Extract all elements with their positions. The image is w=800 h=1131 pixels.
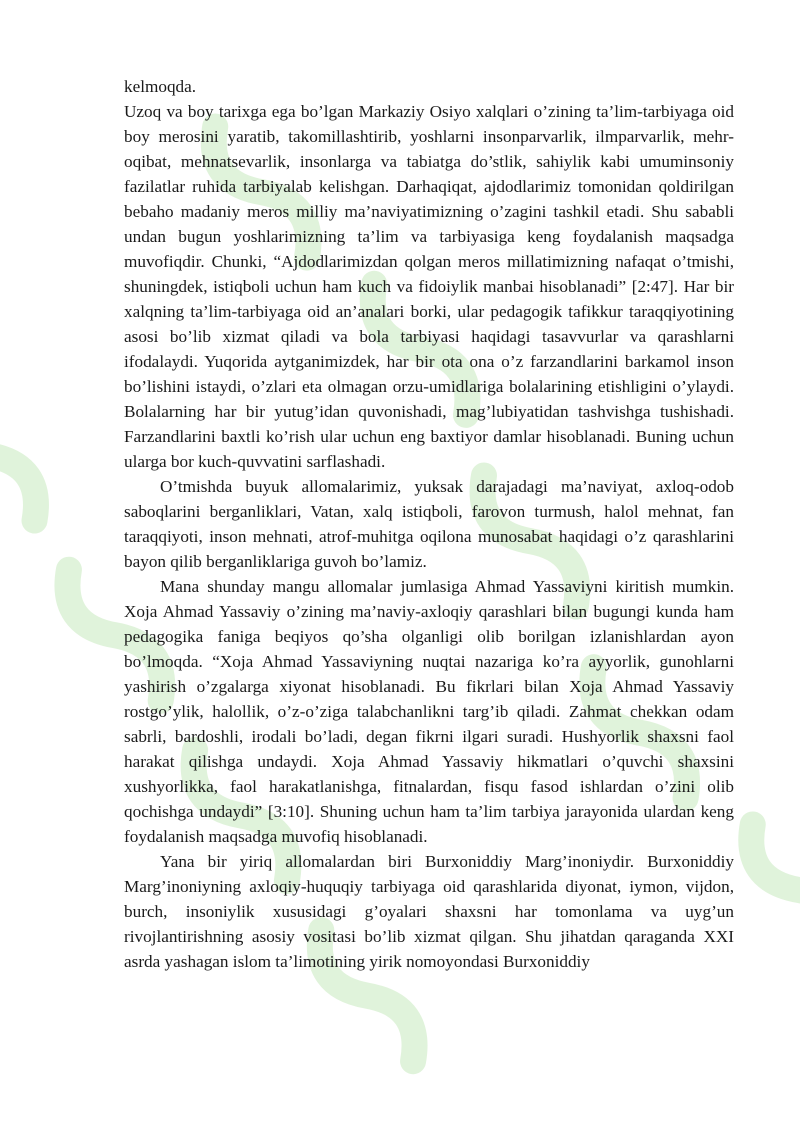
paragraph: Yana bir yiriq allomalardan biri Burxoniddiy Marg’inoniydir. Burxoniddiy Marg’inoniyning axloqiy-huquqiy tarbiyaga oid qarashlarida diyonat, iymon, vijdon, burch, insoniylik xususidagi g’oyalari shaxsni har tomonlama va uyg’un rivojlantirishning asosiy vositasi bo’lib xizmat qilgan. Shu jihatdan qaraganda XXI asrda yashagan islom ta’limotining yirik nomoyondasi Burxoniddiy — [124, 852, 734, 971]
paragraph: O’tmishda buyuk allomalarimiz, yuksak darajadagi ma’naviyat, axloq-odob saboqlarini berganliklari, Vatan, xalq istiqboli, farovon turmush, halol mehnat, fan taraqqiyoti, inson mehnati, atrof-muhitga oqilona munosabat haqidagi o’z qarashlarini bayon qilib berganliklariga guvoh bo’lamiz. — [124, 477, 734, 571]
paragraph: Uzoq va boy tarixga ega bo’lgan Markaziy Osiyo xalqlari o’zining ta’lim-tarbiyaga oid boy merosini yaratib, takomillashtirib, yoshlarni insonparvarlik, ilmparvarlik, mehr-oqibat, mehnatsevarlik, insonlarga va tabiatga do’stlik, sahiylik kabi umuminsoniy fazilatlar ruhida tarbiyalab kelishgan. Darhaqiqat, ajdodlarimiz tomonidan qoldirilgan bebaho madaniy meros milliy ma’naviyatimizning o’zagini tashkil etadi. Shu sababli undan bugun yoshlarimizning ta’lim va tarbiyasiga keng foydalanish maqsadga muvofiqdir. Chunki, “Ajdodlarimizdan qolgan meros millatimizning nafaqat o’tmishi, shuningdek, istiqboli uchun ham kuch va fidoiylik manbai hisoblanadi” [2:47]. Har bir xalqning ta’lim-tarbiyaga oid an’analari borki, ular pedagogik tafikkur taraqqiyotining asosi bo’lib xizmat qiladi va bola tarbiyasi haqidagi tasavvurlar va qarashlarni ifodalaydi. Yuqorida aytganimizdek, har bir ota ona o’z farzandlarini barkamol inson bo’lishini istaydi, o’zlari eta olmagan orzu-umidlariga bolalarining etishligini o’ylaydi. Bolalarning har bir yutug’idan quvonishadi, mag’lubiyatidan tashvishga tushishadi. Farzandlarini baxtli ko’rish ular uchun eng baxtiyor damlar hisoblanadi. Buning uchun ularga bor kuch-quvvatini sarflashadi. — [124, 102, 734, 471]
document-page — [124, 74, 734, 974]
paragraph: Mana shunday mangu allomalar jumlasiga Ahmad Yassaviyni kiritish mumkin. Xoja Ahmad Yassaviy o’zining ma’naviy-axloqiy qarashlari bilan bugungi kunda ham pedagogika faniga beqiyos qo’sha olganligi olib borilgan izlanishlardan ayon bo’lmoqda. “Xoja Ahmad Yassaviyning nuqtai nazariga ko’ra ayyorlik, gunohlarni yashirish o’zgalarga xiyonat hisoblanadi. Bu fikrlari bilan Xoja Ahmad Yassaviy rostgo’ylik, halollik, o’z-o’ziga talabchanlikni targ’ib qiladi. Zahmat chekkan odam sabrli, bardoshli, irodali bo’ladi, degan fikrni ilgari suradi. Hushyorlik shaxsni faol harakat qilishga undaydi. Xoja Ahmad Yassaviy hikmatlari o’quvchi shaxsini xushyorlikka, faol harakatlanishga, fitnalardan, fisqu fasod ishlardan o’zini olib qochishga undaydi” [3:10]. Shuning uchun ham ta’lim tarbiya jarayonida ulardan keng foydalanish maqsadga muvofiq hisoblanadi. — [124, 577, 734, 846]
paragraph-continuation: kelmoqda. — [124, 77, 197, 96]
